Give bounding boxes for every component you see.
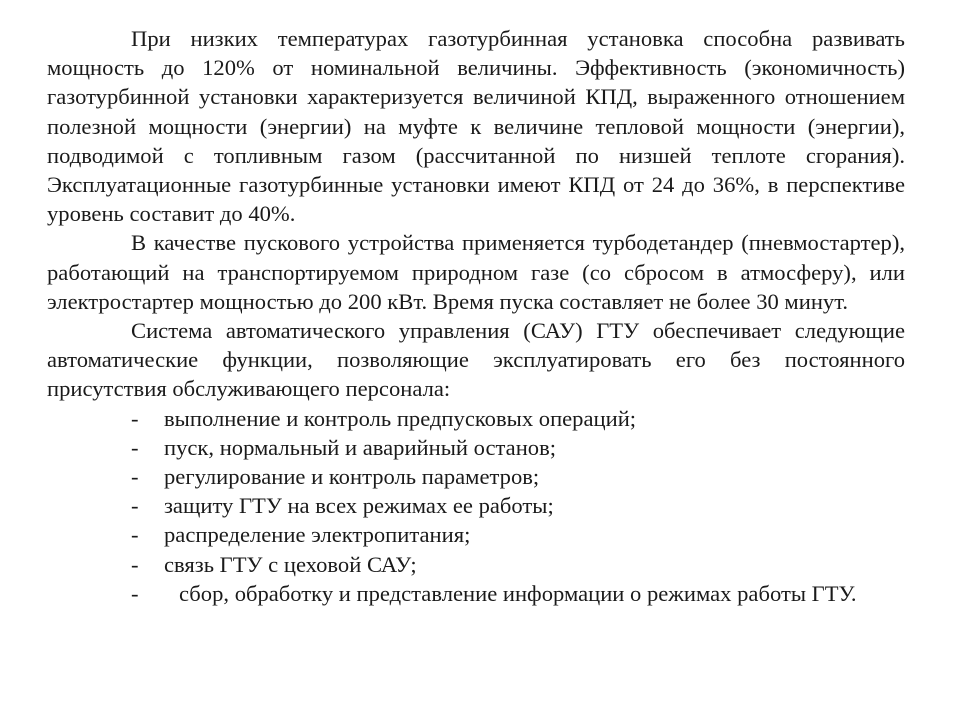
document-page bbox=[47, 24, 905, 608]
list-item-text: распределение электропитания; bbox=[164, 522, 471, 548]
list-item-text: пуск, нормальный и аварийный останов; bbox=[164, 434, 557, 460]
list-item bbox=[47, 520, 905, 549]
list-item-text: выполнение и контроль предпусковых операций; bbox=[164, 405, 637, 431]
list-dash: - bbox=[131, 580, 139, 606]
list-item-text: защиту ГТУ на всех режимах ее работы; bbox=[164, 493, 554, 519]
paragraph-efficiency: При низких температурах газотурбинная установка способна развивать мощность до 120% от номинальной величины. Эффективность (экономичность) газотурбинной установки характеризуется величиной КПД, выраженного отношением полезной мощности (энергии) на муфте к величине тепловой мощности (энергии), подводимой с топливным газом (рассчитанной по низшей теплоте сгорания). Эксплуатационные газотурбинные установки имеют КПД от 24 до 36%, в перспективе уровень составит до 40%. bbox=[47, 26, 905, 227]
list-item bbox=[47, 550, 905, 579]
functions-list bbox=[47, 404, 905, 579]
list-item-text: связь ГТУ с цеховой САУ; bbox=[164, 551, 417, 577]
list-dash: - bbox=[131, 405, 139, 431]
list-item bbox=[47, 491, 905, 520]
paragraph-control-system: Система автоматического управления (САУ) ГТУ обеспечивает следующие автоматические функции, позволяющие эксплуатировать его без постоянного присутствия обслуживающего персонала: bbox=[47, 318, 905, 402]
list-item-text: сбор, обработку и представление информации о режимах работы ГТУ. bbox=[179, 580, 857, 606]
list-dash: - bbox=[131, 434, 139, 460]
list-item-text: регулирование и контроль параметров; bbox=[164, 464, 540, 490]
paragraph-starter: В качестве пускового устройства применяется турбодетандер (пневмостартер), работающий на транспортируемом природном газе (со сбросом в атмосферу), или электростартер мощностью до 200 кВт. Время пуска составляет не более 30 минут. bbox=[47, 230, 905, 314]
list-dash: - bbox=[131, 464, 139, 490]
list-item-last bbox=[47, 579, 905, 608]
list-item bbox=[47, 404, 905, 433]
list-item bbox=[47, 433, 905, 462]
list-dash: - bbox=[131, 493, 139, 519]
list-dash: - bbox=[131, 551, 139, 577]
list-item bbox=[47, 462, 905, 491]
list-dash: - bbox=[131, 522, 139, 548]
